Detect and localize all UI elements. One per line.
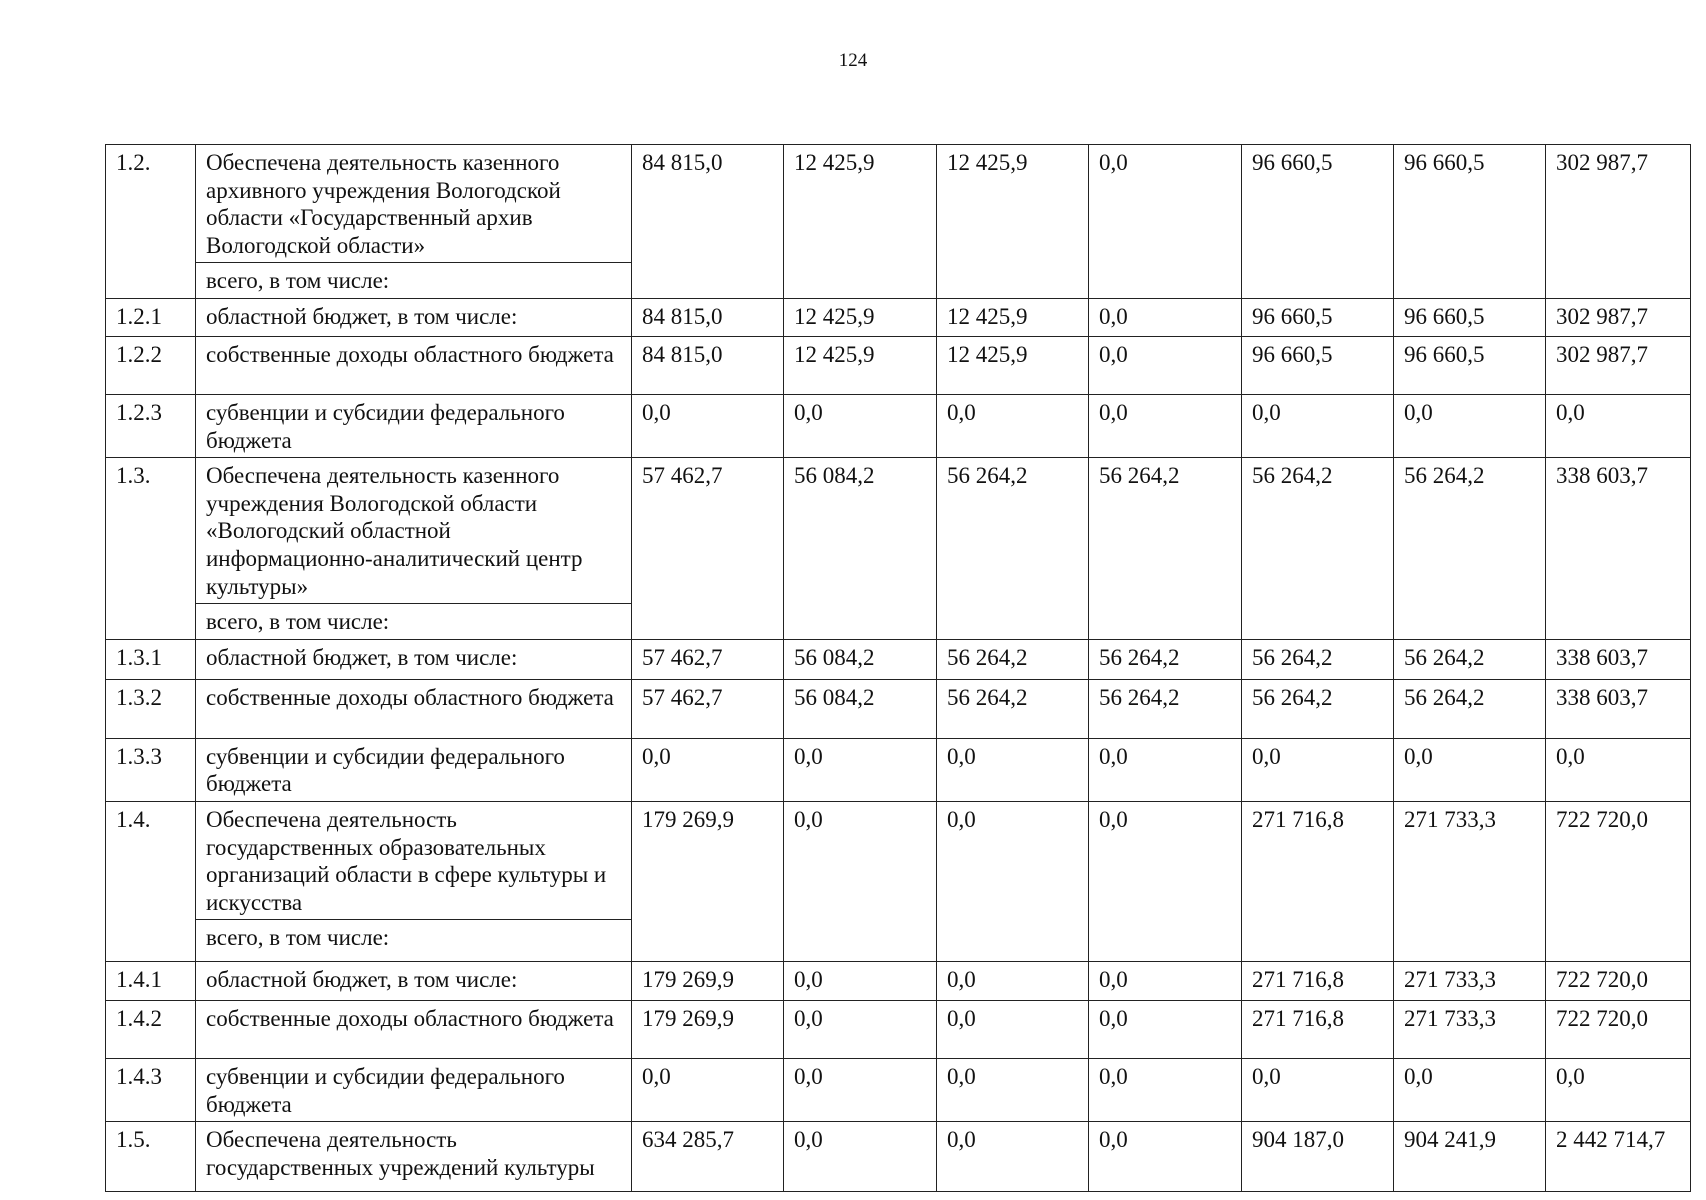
value-cell: 56 084,2 [784, 458, 937, 640]
table-row [106, 458, 1691, 604]
value-cell: 0,0 [1394, 394, 1546, 457]
table-row [106, 394, 1691, 457]
value-cell: 0,0 [1089, 298, 1242, 336]
value-cell: 96 660,5 [1394, 336, 1546, 394]
value-cell: 0,0 [1089, 1001, 1242, 1059]
value-cell: 56 084,2 [784, 679, 937, 738]
value-cell: 0,0 [1089, 336, 1242, 394]
table-row [106, 801, 1691, 919]
row-name: областной бюджет, в том числе: [196, 298, 632, 336]
value-cell: 0,0 [937, 1122, 1089, 1192]
value-cell: 271 716,8 [1242, 1001, 1394, 1059]
value-cell: 0,0 [784, 738, 937, 801]
row-code: 1.4.3 [106, 1059, 196, 1122]
value-cell: 0,0 [1242, 738, 1394, 801]
row-name: субвенции и субсидии федерального бюджета [196, 738, 632, 801]
value-cell: 96 660,5 [1242, 145, 1394, 299]
value-cell: 338 603,7 [1546, 639, 1691, 679]
value-cell: 634 285,7 [632, 1122, 784, 1192]
value-cell: 0,0 [784, 394, 937, 457]
row-code: 1.3.1 [106, 639, 196, 679]
value-cell: 179 269,9 [632, 962, 784, 1001]
table-row [106, 1122, 1691, 1192]
row-sub-label: всего, в том числе: [196, 604, 632, 640]
value-cell: 0,0 [937, 801, 1089, 961]
value-cell: 302 987,7 [1546, 298, 1691, 336]
value-cell: 12 425,9 [784, 336, 937, 394]
value-cell: 56 264,2 [1242, 679, 1394, 738]
row-code: 1.4.1 [106, 962, 196, 1001]
value-cell: 12 425,9 [937, 298, 1089, 336]
value-cell: 56 084,2 [784, 639, 937, 679]
value-cell: 0,0 [1546, 1059, 1691, 1122]
table-row [106, 962, 1691, 1001]
value-cell: 0,0 [784, 801, 937, 961]
table-row [106, 738, 1691, 801]
value-cell: 271 716,8 [1242, 801, 1394, 961]
value-cell: 0,0 [1089, 145, 1242, 299]
value-cell: 56 264,2 [1242, 639, 1394, 679]
value-cell: 57 462,7 [632, 639, 784, 679]
value-cell: 84 815,0 [632, 145, 784, 299]
value-cell: 0,0 [632, 1059, 784, 1122]
value-cell: 0,0 [1089, 738, 1242, 801]
value-cell: 0,0 [784, 1122, 937, 1192]
row-sub-label: всего, в том числе: [196, 263, 632, 299]
value-cell: 0,0 [784, 1059, 937, 1122]
table-row [106, 298, 1691, 336]
row-name: Обеспечена деятельность государственных учреждений культуры [196, 1122, 632, 1192]
value-cell: 904 187,0 [1242, 1122, 1394, 1192]
value-cell: 722 720,0 [1546, 962, 1691, 1001]
value-cell: 0,0 [632, 738, 784, 801]
value-cell: 56 264,2 [1242, 458, 1394, 640]
row-code: 1.2.3 [106, 394, 196, 457]
row-code: 1.5. [106, 1122, 196, 1192]
value-cell: 56 264,2 [1394, 679, 1546, 738]
value-cell: 96 660,5 [1394, 145, 1546, 299]
budget-table [105, 144, 1691, 1192]
value-cell: 56 264,2 [937, 639, 1089, 679]
value-cell: 56 264,2 [1394, 639, 1546, 679]
value-cell: 56 264,2 [937, 458, 1089, 640]
value-cell: 0,0 [1089, 962, 1242, 1001]
table-row [106, 1001, 1691, 1059]
value-cell: 338 603,7 [1546, 679, 1691, 738]
value-cell: 0,0 [937, 962, 1089, 1001]
table-row [106, 639, 1691, 679]
value-cell: 0,0 [1394, 1059, 1546, 1122]
table-row [106, 336, 1691, 394]
value-cell: 56 264,2 [1089, 679, 1242, 738]
value-cell: 0,0 [1394, 738, 1546, 801]
value-cell: 0,0 [937, 1001, 1089, 1059]
value-cell: 96 660,5 [1242, 298, 1394, 336]
table-row [106, 1059, 1691, 1122]
value-cell: 271 733,3 [1394, 1001, 1546, 1059]
value-cell: 84 815,0 [632, 336, 784, 394]
row-code: 1.3.3 [106, 738, 196, 801]
value-cell: 2 442 714,7 [1546, 1122, 1691, 1192]
value-cell: 12 425,9 [784, 298, 937, 336]
value-cell: 0,0 [937, 738, 1089, 801]
table-row [106, 145, 1691, 263]
value-cell: 0,0 [937, 394, 1089, 457]
value-cell: 271 733,3 [1394, 801, 1546, 961]
value-cell: 271 716,8 [1242, 962, 1394, 1001]
value-cell: 57 462,7 [632, 458, 784, 640]
value-cell: 0,0 [1089, 394, 1242, 457]
row-name: собственные доходы областного бюджета [196, 1001, 632, 1059]
value-cell: 12 425,9 [784, 145, 937, 299]
row-sub-label: всего, в том числе: [196, 920, 632, 962]
row-name: субвенции и субсидии федерального бюджета [196, 394, 632, 457]
value-cell: 96 660,5 [1394, 298, 1546, 336]
value-cell: 0,0 [1089, 801, 1242, 961]
row-name: областной бюджет, в том числе: [196, 962, 632, 1001]
row-code: 1.2. [106, 145, 196, 299]
row-name: собственные доходы областного бюджета [196, 336, 632, 394]
value-cell: 0,0 [1089, 1059, 1242, 1122]
value-cell: 96 660,5 [1242, 336, 1394, 394]
value-cell: 56 264,2 [1089, 639, 1242, 679]
value-cell: 56 264,2 [937, 679, 1089, 738]
value-cell: 722 720,0 [1546, 801, 1691, 961]
row-code: 1.4.2 [106, 1001, 196, 1059]
value-cell: 179 269,9 [632, 1001, 784, 1059]
row-name: Обеспечена деятельность казенного учреждения Вологодской области «Вологодский областной информационно-аналитический центр культуры» [196, 458, 632, 604]
value-cell: 0,0 [632, 394, 784, 457]
value-cell: 0,0 [1546, 738, 1691, 801]
row-name: Обеспечена деятельность государственных образовательных организаций области в сфере культуры и искусства [196, 801, 632, 919]
value-cell: 904 241,9 [1394, 1122, 1546, 1192]
value-cell: 0,0 [784, 1001, 937, 1059]
value-cell: 0,0 [784, 962, 937, 1001]
value-cell: 179 269,9 [632, 801, 784, 961]
row-name: собственные доходы областного бюджета [196, 679, 632, 738]
value-cell: 12 425,9 [937, 145, 1089, 299]
row-name: Обеспечена деятельность казенного архивного учреждения Вологодской области «Государственный архив Вологодской области» [196, 145, 632, 263]
row-code: 1.2.2 [106, 336, 196, 394]
row-code: 1.4. [106, 801, 196, 961]
value-cell: 0,0 [1242, 1059, 1394, 1122]
value-cell: 57 462,7 [632, 679, 784, 738]
value-cell: 302 987,7 [1546, 336, 1691, 394]
table-row [106, 679, 1691, 738]
value-cell: 0,0 [1242, 394, 1394, 457]
value-cell: 12 425,9 [937, 336, 1089, 394]
value-cell: 271 733,3 [1394, 962, 1546, 1001]
value-cell: 56 264,2 [1089, 458, 1242, 640]
page-number: 124 [838, 50, 868, 71]
value-cell: 0,0 [1546, 394, 1691, 457]
row-code: 1.2.1 [106, 298, 196, 336]
row-code: 1.3. [106, 458, 196, 640]
value-cell: 302 987,7 [1546, 145, 1691, 299]
value-cell: 0,0 [1089, 1122, 1242, 1192]
row-name: субвенции и субсидии федерального бюджета [196, 1059, 632, 1122]
row-code: 1.3.2 [106, 679, 196, 738]
value-cell: 338 603,7 [1546, 458, 1691, 640]
value-cell: 0,0 [937, 1059, 1089, 1122]
value-cell: 722 720,0 [1546, 1001, 1691, 1059]
value-cell: 84 815,0 [632, 298, 784, 336]
row-name: областной бюджет, в том числе: [196, 639, 632, 679]
value-cell: 56 264,2 [1394, 458, 1546, 640]
